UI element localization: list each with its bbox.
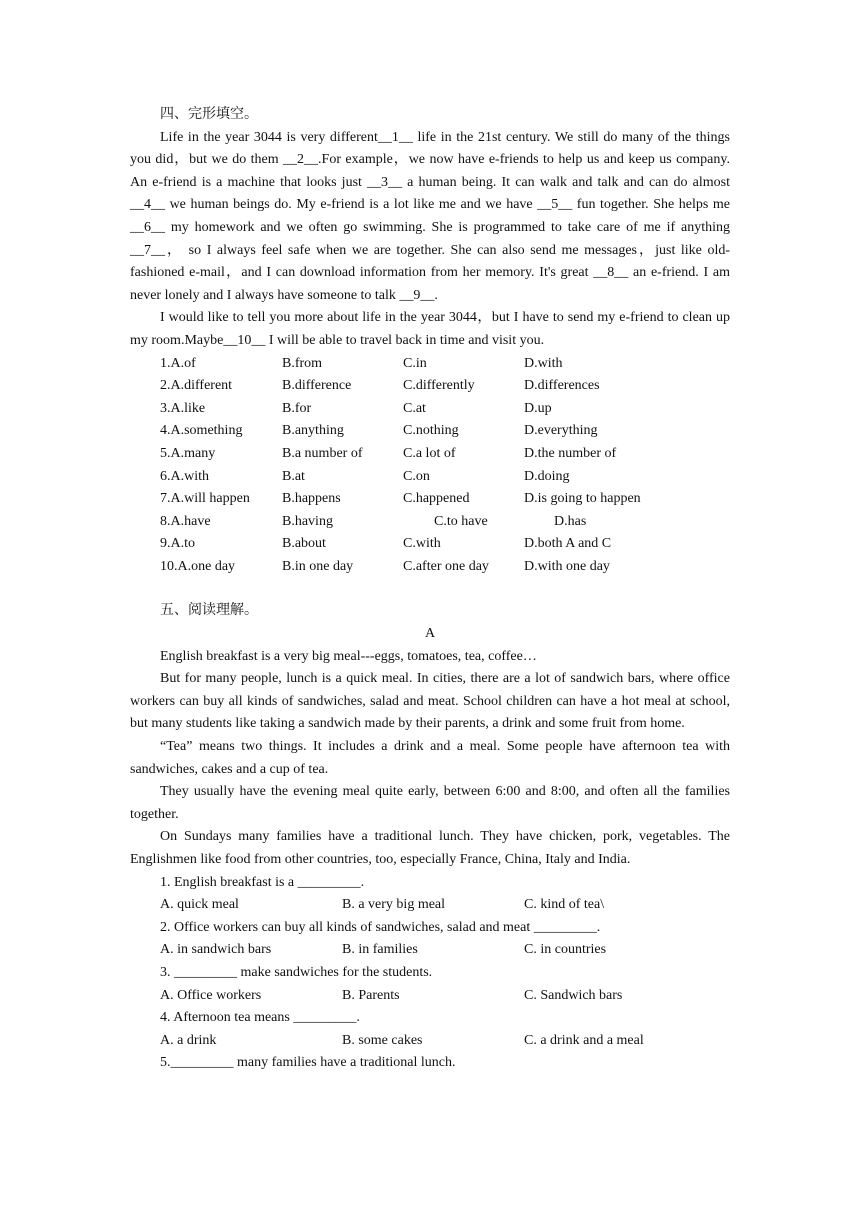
option: C.happened xyxy=(403,491,470,507)
option: B. in families xyxy=(342,942,418,958)
section-spacer xyxy=(130,578,730,600)
cloze-paragraph: I would like to tell you more about life in the year 3044，but I have to send my e-friend to clean up my room.Maybe__10__ I will be able to travel back in time and visit you. xyxy=(130,310,730,348)
question-text: 1. English breakfast is a _________. xyxy=(160,874,365,890)
reading-paragraph: They usually have the evening meal quite early, between 6:00 and 8:00, and often all the families together. xyxy=(130,784,730,822)
option: B.in one day xyxy=(282,558,354,574)
option: D.everything xyxy=(524,423,598,439)
option: 6.A.with xyxy=(160,468,209,484)
option-row xyxy=(130,375,730,398)
option: 1.A.of xyxy=(160,355,196,371)
option: B.happens xyxy=(282,491,341,507)
reading-paragraph: English breakfast is a very big meal---eggs, tomatoes, tea, coffee… xyxy=(160,648,537,664)
option: B. a very big meal xyxy=(342,897,446,913)
option: D.is going to happen xyxy=(524,491,641,507)
option: B.for xyxy=(282,400,312,416)
option: B.about xyxy=(282,536,326,552)
option: C.in xyxy=(403,355,427,371)
option: D.has xyxy=(554,513,587,529)
option-row xyxy=(130,398,730,421)
option-row xyxy=(130,443,730,466)
option: D.both A and C xyxy=(524,536,612,552)
option: B.at xyxy=(282,468,305,484)
document-page xyxy=(130,104,730,1075)
option: C.differently xyxy=(403,378,475,394)
option-row xyxy=(130,466,730,489)
option: C. in countries xyxy=(524,942,607,958)
option-row xyxy=(130,556,730,579)
option: D.the number of xyxy=(524,445,617,461)
question-text: 3. _________ make sandwiches for the students. xyxy=(160,964,433,980)
option: B.having xyxy=(282,513,333,529)
option: B.anything xyxy=(282,423,344,439)
option: C.a lot of xyxy=(403,445,456,461)
option: D.differences xyxy=(524,378,600,394)
question-text: 5._________ many families have a traditional lunch. xyxy=(160,1055,456,1071)
option: D.with xyxy=(524,355,563,371)
answer-options xyxy=(130,939,730,962)
answer-options xyxy=(130,1030,730,1053)
option: C.after one day xyxy=(403,558,489,574)
option: A. quick meal xyxy=(160,897,239,913)
cloze-options xyxy=(130,353,730,579)
option: D.doing xyxy=(524,468,570,484)
option: 4.A.something xyxy=(160,423,243,439)
option: 5.A.many xyxy=(160,445,216,461)
option: A. in sandwich bars xyxy=(160,942,272,958)
option: D.with one day xyxy=(524,558,610,574)
option: C. Sandwich bars xyxy=(524,987,623,1003)
reading-paragraph: “Tea” means two things. It includes a drink and a meal. Some people have afternoon tea with sandwiches, cakes and a cup of tea. xyxy=(130,739,730,777)
option: C. kind of tea\ xyxy=(524,897,605,913)
option: 10.A.one day xyxy=(160,558,236,574)
option: B. some cakes xyxy=(342,1032,423,1048)
option-row xyxy=(130,488,730,511)
option: C.with xyxy=(403,536,441,552)
option: D.up xyxy=(524,400,552,416)
option: C.on xyxy=(403,468,430,484)
option: A. a drink xyxy=(160,1032,217,1048)
option-row xyxy=(130,420,730,443)
option: C.at xyxy=(403,400,426,416)
reading-paragraph: But for many people, lunch is a quick meal. In cities, there are a lot of sandwich bars, where office workers can buy all kinds of sandwiches, salad and meat. School children can have a hot meal at school, but many students like taking a sandwich made by their parents, a drink and some fruit from home. xyxy=(130,671,730,732)
option-row xyxy=(130,533,730,556)
option-row xyxy=(130,353,730,376)
option: A. Office workers xyxy=(160,987,262,1003)
option: B.difference xyxy=(282,378,352,394)
option: 7.A.will happen xyxy=(160,491,250,507)
option: B.from xyxy=(282,355,323,371)
option: C. a drink and a meal xyxy=(524,1032,644,1048)
option: B.a number of xyxy=(282,445,363,461)
option: C.to have xyxy=(434,513,488,529)
option-row xyxy=(130,511,730,534)
section-heading-reading: 五、阅读理解。 xyxy=(160,603,258,619)
option: 8.A.have xyxy=(160,513,211,529)
option: C.nothing xyxy=(403,423,459,439)
question-text: 2. Office workers can buy all kinds of sandwiches, salad and meat _________. xyxy=(160,919,601,935)
option: 2.A.different xyxy=(160,378,233,394)
cloze-paragraph: Life in the year 3044 is very different__1__ life in the 21st century. We still do many of the things you did，but we do them __2__.For example，we now have e-friends to help us and keep us company. An e-friend is a machine that looks just __3__ a human being. It can walk and talk and can do almost __4__ we human beings do. My e-friend is a lot like me and we have __5__ fun together. She helps me __6__ my homework and we often go swimming. She is programmed to take care of me if anything __7__， so I always feel safe when we are together. She can also send me messages，just like old-fashioned e-mail，and I can download information from her memory. It's great __8__ an e-friend. I am never lonely and I always have someone to talk __9__. xyxy=(130,129,730,303)
answer-options xyxy=(130,894,730,917)
passage-label: A xyxy=(424,626,436,642)
option: B. Parents xyxy=(342,987,400,1003)
option: 9.A.to xyxy=(160,536,195,552)
section-heading-cloze: 四、完形填空。 xyxy=(160,107,258,122)
reading-paragraph: On Sundays many families have a traditional lunch. They have chicken, pork, vegetables. The Englishmen like food from other countries, too, especially France, China, Italy and India. xyxy=(130,829,730,867)
option: 3.A.like xyxy=(160,400,206,416)
answer-options xyxy=(130,985,730,1008)
question-text: 4. Afternoon tea means _________. xyxy=(160,1010,360,1026)
